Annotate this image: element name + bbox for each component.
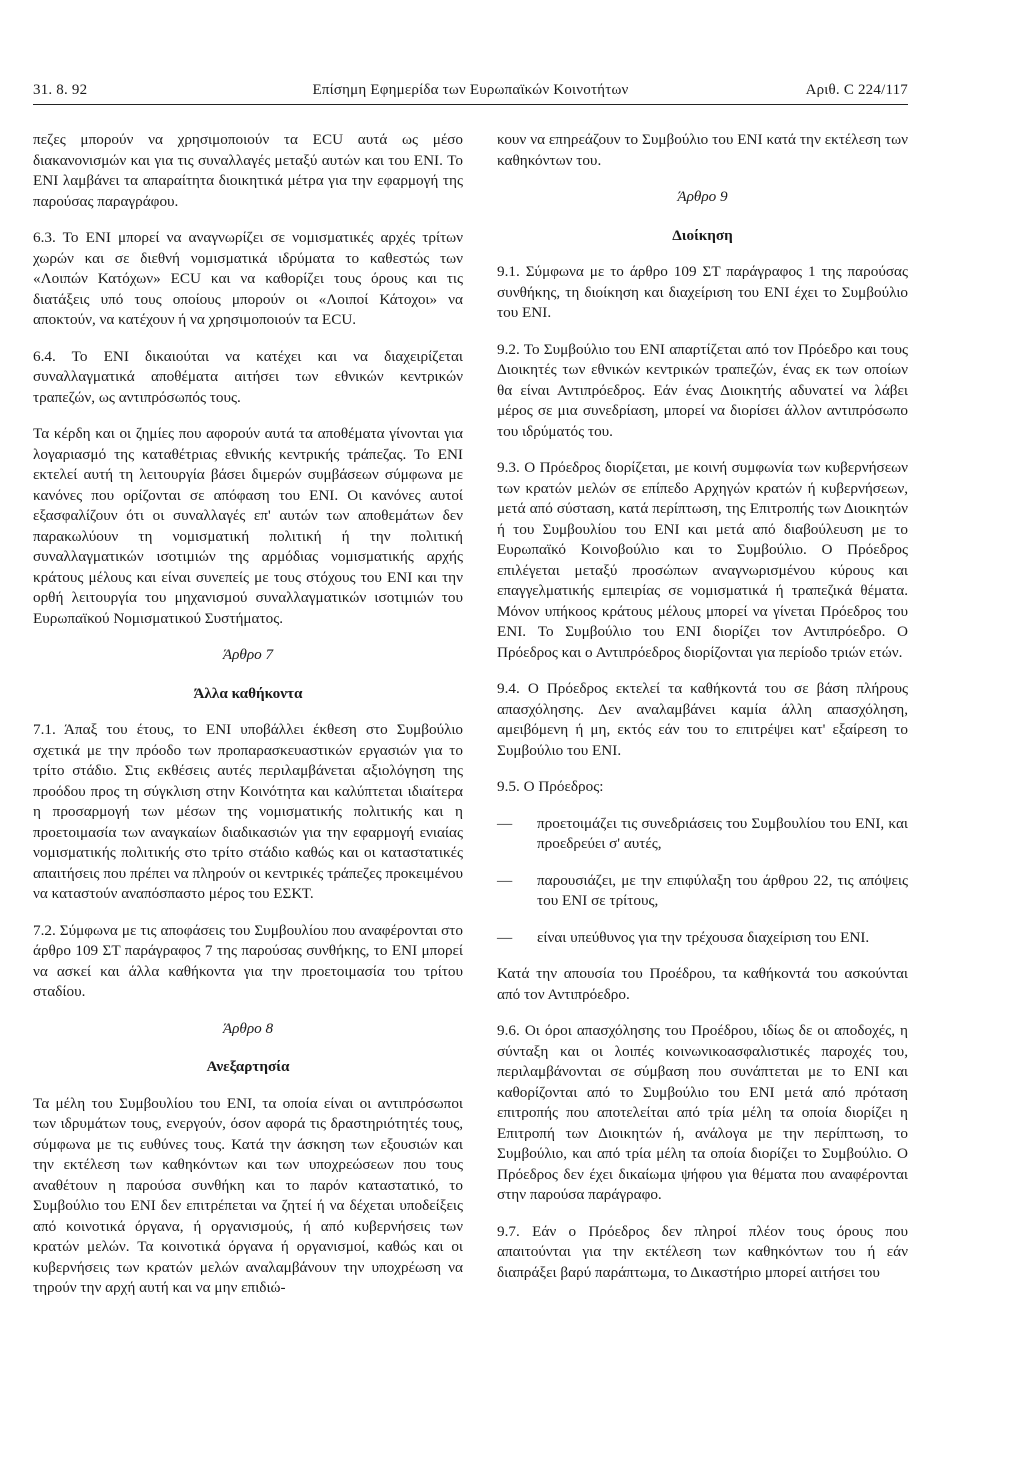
article-7-heading: Άρθρο 7 (222, 646, 274, 663)
paragraph-9-5: 9.5. Ο Πρόεδρος: (497, 778, 604, 795)
list-item-text: είναι υπεύθυνος για την τρέχουσα διαχείριση του ENI. (537, 928, 870, 946)
paragraph-9-7: 9.7. Εάν ο Πρόεδρος δεν πληροί πλέον τους όρους που απαιτούνται για την εκτέλεση των καθηκόντων του ή εάν διαπράξει βαρύ παράπτωμα, το Δικαστήριο μπορεί αιτήσει του (497, 1222, 908, 1281)
article-9-heading: Άρθρο 9 (677, 188, 728, 205)
paragraph-8: Τα μέλη του Συμβουλίου του ENI, τα οποία είναι οι αντιπρόσωποι των ιδρυμάτων τους, ενεργούν, όσον αφορά τις δραστηριότητές τους, σύμφωνα με τις ευθύνες τους. Κατά την άσκηση των εξουσιών και την εκτέλεση των καθηκόντων και των υποχρεώσεων που τους αναθέτουν η παρούσα συνθήκη και το παρόν καταστατικό, το Συμβούλιο του ENI δεν επιτρέπεται να ζητεί ή να δέχεται υποδείξεις από κοινοτικά όργανα, ή οργανισμούς, ή από κυβερνήσεις των κρατών μελών. Τα κοινοτικά όργανα ή οργανισμοί, καθώς και οι κυβερνήσεις των κρατών μελών αναλαμβάνουν την υποχρέωση να τηρούν την αρχή αυτή και να μην επιδιώ- (33, 1094, 463, 1296)
article-9-title: Διοίκηση (672, 226, 733, 244)
list-item (497, 871, 908, 912)
list-item-text: παρουσιάζει, με την επιφύλαξη του άρθρου 22, τις απόψεις του ENI σε τρίτους, (537, 871, 908, 909)
paragraph-9-5-cont: Κατά την απουσία του Προέδρου, τα καθήκοντά του ασκούνται από τον Αντιπρόεδρο. (497, 965, 908, 1003)
journal-title: Επίσημη Εφημερίδα των Ευρωπαϊκών Κοινοτήτων (312, 82, 629, 98)
paragraph-9-1: 9.1. Σύμφωνα με το άρθρο 109 ΣΤ παράγραφος 1 της παρούσας συνθήκης, τη διοίκηση και διαχείριση του ENI έχει το Συμβούλιο του ENI. (497, 263, 908, 321)
right-column (497, 130, 908, 1299)
paragraph-7-2: 7.2. Σύμφωνα με τις αποφάσεις του Συμβουλίου που αναφέρονται στο άρθρο 109 ΣΤ παράγραφος 7 της παρούσας συνθήκης, το ENI μπορεί να ασκεί και άλλα καθήκοντα για την προετοιμασία του τρίτου σταδίου. (33, 921, 463, 1000)
dash-bullet: — (497, 814, 513, 832)
paragraph-6-2-end: πεζες μπορούν να χρησιμοποιούν τα ECU αυτά ως μέσο διακανονισμών και για τις συναλλαγές μεταξύ αυτών και του ENI. Το ENI λαμβάνει τα απαραίτητα διοικητικά μέτρα για την εφαρμογή της παρούσας παραγράφου. (33, 131, 463, 210)
publication-date: 31. 8. 92 (33, 82, 88, 98)
article-8-title: Ανεξαρτησία (206, 1058, 290, 1075)
paragraph-9-4: 9.4. Ο Πρόεδρος εκτελεί τα καθήκοντά του σε βάση πλήρους απασχόλησης. Δεν αναλαμβάνει καμία άλλη απασχόληση, αμειβόμενη ή μη, εκτός εάν του το επιτρέψει κατ' εξαίρεση το Συμβούλιο του ENI. (497, 680, 908, 759)
issue-reference: Αριθ. C 224/117 (805, 82, 908, 98)
paragraph-7-1: 7.1. Άπαξ του έτους, το ENI υποβάλλει έκθεση στο Συμβούλιο σχετικά με την πρόοδο των προπαρασκευαστικών εργασιών για το τρίτο στάδιο. Στις εκθέσεις αυτές περιλαμβάνεται αξιολόγηση της προόδου προς τη σύγκλιση στην Κοινότητα και καλύπτεται ιδιαίτερα η προσαρμογή των μέσων της νομισματικής πολιτικής και η προετοιμασία των αναγκαίων διαδικασιών για την εφαρμογή ενιαίας νομισματικής πολιτικής στο τρίτο στάδιο καθώς και οι καταστατικές απαιτήσεις που πρέπει να πληρούν οι κεντρικές τράπεζες προκειμένου να καταστούν αναπόσπαστο μέρος του ΕΣΚΤ. (33, 721, 463, 902)
header-rule (33, 104, 908, 105)
article-7-title: Άλλα καθήκοντα (193, 684, 303, 702)
paragraph-6-3: 6.3. Το ENI μπορεί να αναγνωρίζει σε νομισματικές αρχές τρίτων χωρών και σε διεθνή νομισματικά ιδρύματα το καθεστώς των «Λοιπών Κατόχων» ECU και να καθορίζει τους όρους και τις διατάξεις υπό τους οποίους μπορούν οι «Λοιποί Κάτοχοι» να αποκτούν, να κατέχουν ή να χρησιμοποιούν τα ECU. (33, 229, 463, 328)
article-8-heading: Άρθρο 8 (222, 1019, 274, 1037)
list-item (497, 928, 908, 949)
dash-bullet: — (497, 871, 513, 889)
list-item-text: προετοιμάζει τις συνεδριάσεις του Συμβουλίου του ENI, και προεδρεύει σ' αυτές, (537, 814, 908, 852)
page-header (33, 82, 908, 104)
left-column (33, 130, 463, 1315)
paragraph-6-4-cont: Τα κέρδη και οι ζημίες που αφορούν αυτά τα αποθέματα γίνονται για λογαριασμό της καταθέτριας εθνικής κεντρικής τράπεζας. Το ENI εκτελεί αυτή τη λειτουργία βάσει διμερών συμβάσεων σύμφωνα με κανόνες που ορίζονται σε απόφαση του ENI. Οι κανόνες αυτοί εξασφαλίζουν ότι οι συναλλαγές επ' αυτών των αποθεμάτων δεν παρακωλύουν τη νομισματική πολιτική ή την πολιτική συναλλαγματικών ισοτιμιών της αρμόδιας νομισματικής αρχής κράτους μέλους και είναι συνεπείς με τους στόχους του ENI και την ορθή λειτουργία του μηχανισμού συναλλαγματικών ισοτιμιών του Ευρωπαϊκού Νομισματικού Συστήματος. (33, 425, 463, 627)
list-item (497, 814, 908, 855)
paragraph-9-3: 9.3. Ο Πρόεδρος διορίζεται, με κοινή συμφωνία των κυβερνήσεων των κρατών μελών σε επίπεδο Αρχηγών κρατών ή κυβερνήσεων, μετά από σύσταση, κατά περίπτωση, της Επιτροπής των Διοικητών ή του Συμβουλίου του ENI και μετά από διαβούλευση με το Ευρωπαϊκό Κοινοβούλιο και το Συμβούλιο. Ο Πρόεδρος επιλέγεται μεταξύ προσώπων αναγνωρισμένου κύρους και επαγγελματικής εμπειρίας σε νομισματικά ή τραπεζικά θέματα. Μόνον υπήκοος κράτους μέλους μπορεί να γίνεται Πρόεδρος του ENI. Το Συμβούλιο του ENI διορίζει τον Αντιπρόεδρο. Ο Πρόεδρος και ο Αντιπρόεδρος διορίζονται για περίοδο τριών ετών. (497, 459, 908, 661)
paragraph-8-end: κουν να επηρεάζουν το Συμβούλιο του ENI κατά την εκτέλεση των καθηκόντων του. (497, 131, 908, 169)
dash-bullet: — (497, 928, 513, 946)
paragraph-6-4: 6.4. Το ENI δικαιούται να κατέχει και να διαχειρίζεται συναλλαγματικά αποθέματα αιτήσει των εθνικών κεντρικών τραπεζών, ως αντιπρόσωπός τους. (33, 347, 463, 406)
paragraph-9-2: 9.2. Το Συμβούλιο του ENI απαρτίζεται από τον Πρόεδρο και τους Διοικητές των εθνικών κεντρικών τραπεζών, ένας εκ των οποίων θα είναι Αντιπρόεδρος. Εάν ένας Διοικητής αδυνατεί να λάβει μέρος σε μια συνεδρίαση, μπορεί να διορίσει άλλον αντιπρόσωπο του ιδρύματός του. (497, 340, 908, 440)
paragraph-9-6: 9.6. Οι όροι απασχόλησης του Προέδρου, ιδίως δε οι αποδοχές, η σύνταξη και οι λοιπές κοινωνικοασφαλιστικές παροχές του, περιλαμβάνονται σε σύμβαση που συνάπτεται με το ENI και καθορίζονται από το Συμβούλιο του ENI μετά από πρόταση επιτροπής που αποτελείται από τρία μέλη τα οποία διορίζει η Επιτροπή των Διοικητών ή, ανάλογα με την περίπτωση, το Συμβούλιο, και από τρία μέλη τα οποία διορίζει το Συμβούλιο. Ο Πρόεδρος δεν έχει δικαίωμα ψήφου για θέματα που αναφέρονται στην παρούσα παράγραφο. (497, 1022, 908, 1203)
